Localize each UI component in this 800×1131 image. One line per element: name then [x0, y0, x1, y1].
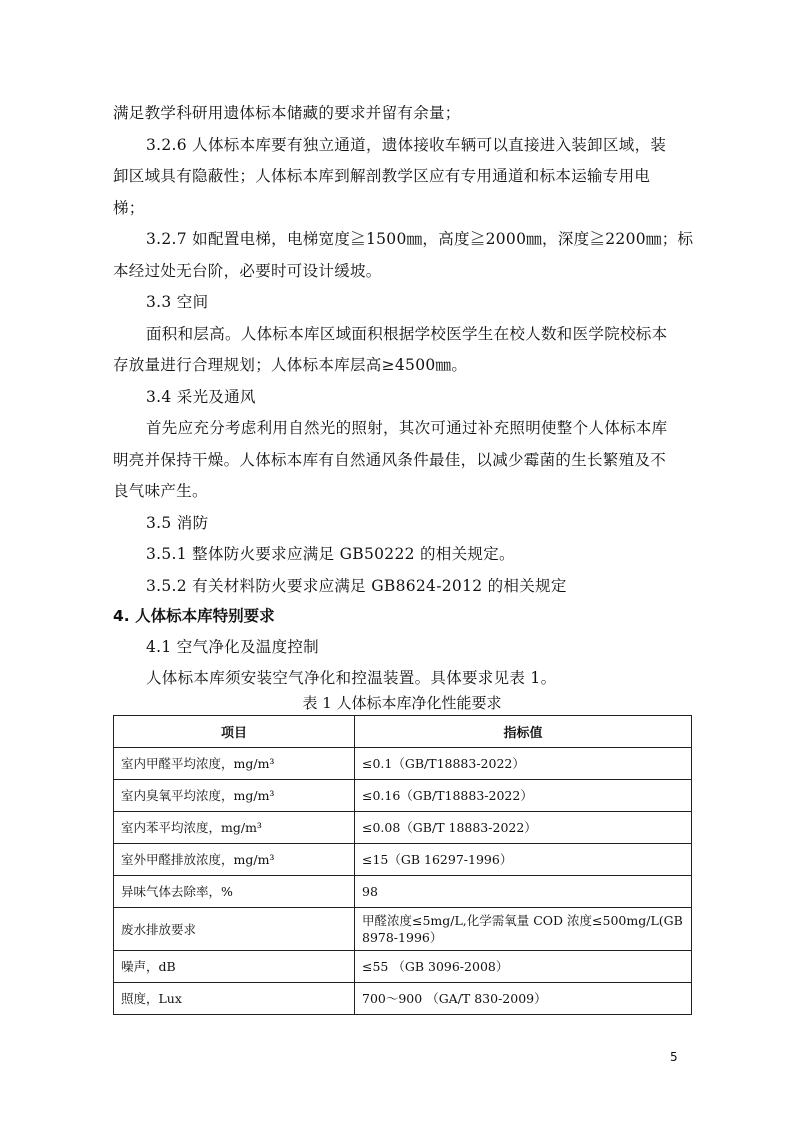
- table-cell-value: ≤15（GB 16297-1996）: [355, 844, 692, 876]
- header-cell-item: 项目: [114, 716, 355, 748]
- header-cell-value: 指标值: [355, 716, 692, 748]
- section-3-5-1-line: 3.5.1 整体防火要求应满足 GB50222 的相关规定。: [146, 545, 515, 563]
- table-cell-item: 噪声，dB: [114, 951, 355, 983]
- section-4-heading: 4. 人体标本库特别要求: [113, 607, 275, 625]
- table-row: [114, 844, 692, 876]
- table-cell-value: ≤0.08（GB/T 18883-2022）: [355, 812, 692, 844]
- table-caption: 表 1 人体标本库净化性能要求: [302, 694, 502, 712]
- table-header-row: [114, 716, 692, 748]
- paragraph-line: 良气味产生。: [113, 482, 208, 500]
- paragraph-line: 首先应充分考虑利用自然光的照射，其次可通过补充照明使整个人体标本库: [146, 419, 668, 437]
- table-cell-item: 室内甲醛平均浓度，mg/m³: [114, 748, 355, 780]
- table-cell-item: 室内臭氧平均浓度，mg/m³: [114, 780, 355, 812]
- section-3-3-heading: 3.3 空间: [146, 293, 209, 311]
- table-row: [114, 812, 692, 844]
- table-cell-value: ≤0.1（GB/T18883-2022）: [355, 748, 692, 780]
- table-row: [114, 983, 692, 1015]
- paragraph-line: 本经过处无台阶，必要时可设计缓坡。: [113, 262, 382, 280]
- section-3-5-2-line: 3.5.2 有关材料防火要求应满足 GB8624-2012 的相关规定: [146, 577, 567, 595]
- table-cell-value: 700～900 （GA/T 830-2009）: [355, 983, 692, 1015]
- table-row: [114, 876, 692, 908]
- table-cell-item: 室外甲醛排放浓度，mg/m³: [114, 844, 355, 876]
- table-cell-item: 室内苯平均浓度，mg/m³: [114, 812, 355, 844]
- section-4-1-heading: 4.1 空气净化及温度控制: [146, 638, 319, 656]
- paragraph-line: 存放量进行合理规划；人体标本库层高≥4500㎜。: [113, 356, 468, 374]
- paragraph-line: 明亮并保持干燥。人体标本库有自然通风条件最佳，以减少霉菌的生长繁殖及不: [113, 451, 667, 469]
- table-row: [114, 951, 692, 983]
- table-cell-item: 异味气体去除率，%: [114, 876, 355, 908]
- table-cell-value: ≤0.16（GB/T18883-2022）: [355, 780, 692, 812]
- table-row: [114, 780, 692, 812]
- table-row: [114, 748, 692, 780]
- paragraph-line: 梯；: [113, 199, 145, 217]
- paragraph-line: 人体标本库须安装空气净化和控温装置。具体要求见表 1。: [146, 669, 557, 687]
- table-cell-value: ≤55 （GB 3096-2008）: [355, 951, 692, 983]
- section-3-2-6-line: 3.2.6 人体标本库要有独立通道，遗体接收车辆可以直接进入装卸区域，装: [146, 136, 667, 154]
- table-cell-value: 98: [355, 876, 692, 908]
- table-cell-item: 废水排放要求: [114, 908, 355, 951]
- section-3-4-heading: 3.4 采光及通风: [146, 388, 256, 406]
- table-cell-item: 照度，Lux: [114, 983, 355, 1015]
- table-row: [114, 908, 692, 951]
- section-3-2-7-line: 3.2.7 如配置电梯，电梯宽度≧1500㎜，高度≧2000㎜，深度≧2200㎜；标: [146, 230, 694, 248]
- paragraph-line: 面积和层高。人体标本库区域面积根据学校医学生在校人数和医学院校标本: [146, 325, 668, 343]
- paragraph-line: 满足教学科研用遗体标本储藏的要求并留有余量；: [113, 104, 461, 122]
- paragraph-line: 卸区域具有隐蔽性；人体标本库到解剖教学区应有专用通道和标本运输专用电: [113, 167, 651, 185]
- table-cell-value: 甲醛浓度≤5mg/L,化学需氧量 COD 浓度≤500mg/L(GB 8978-1996）: [355, 908, 692, 951]
- spec-table: [113, 715, 692, 1015]
- section-3-5-heading: 3.5 消防: [146, 514, 209, 532]
- page-number: 5: [670, 1050, 678, 1064]
